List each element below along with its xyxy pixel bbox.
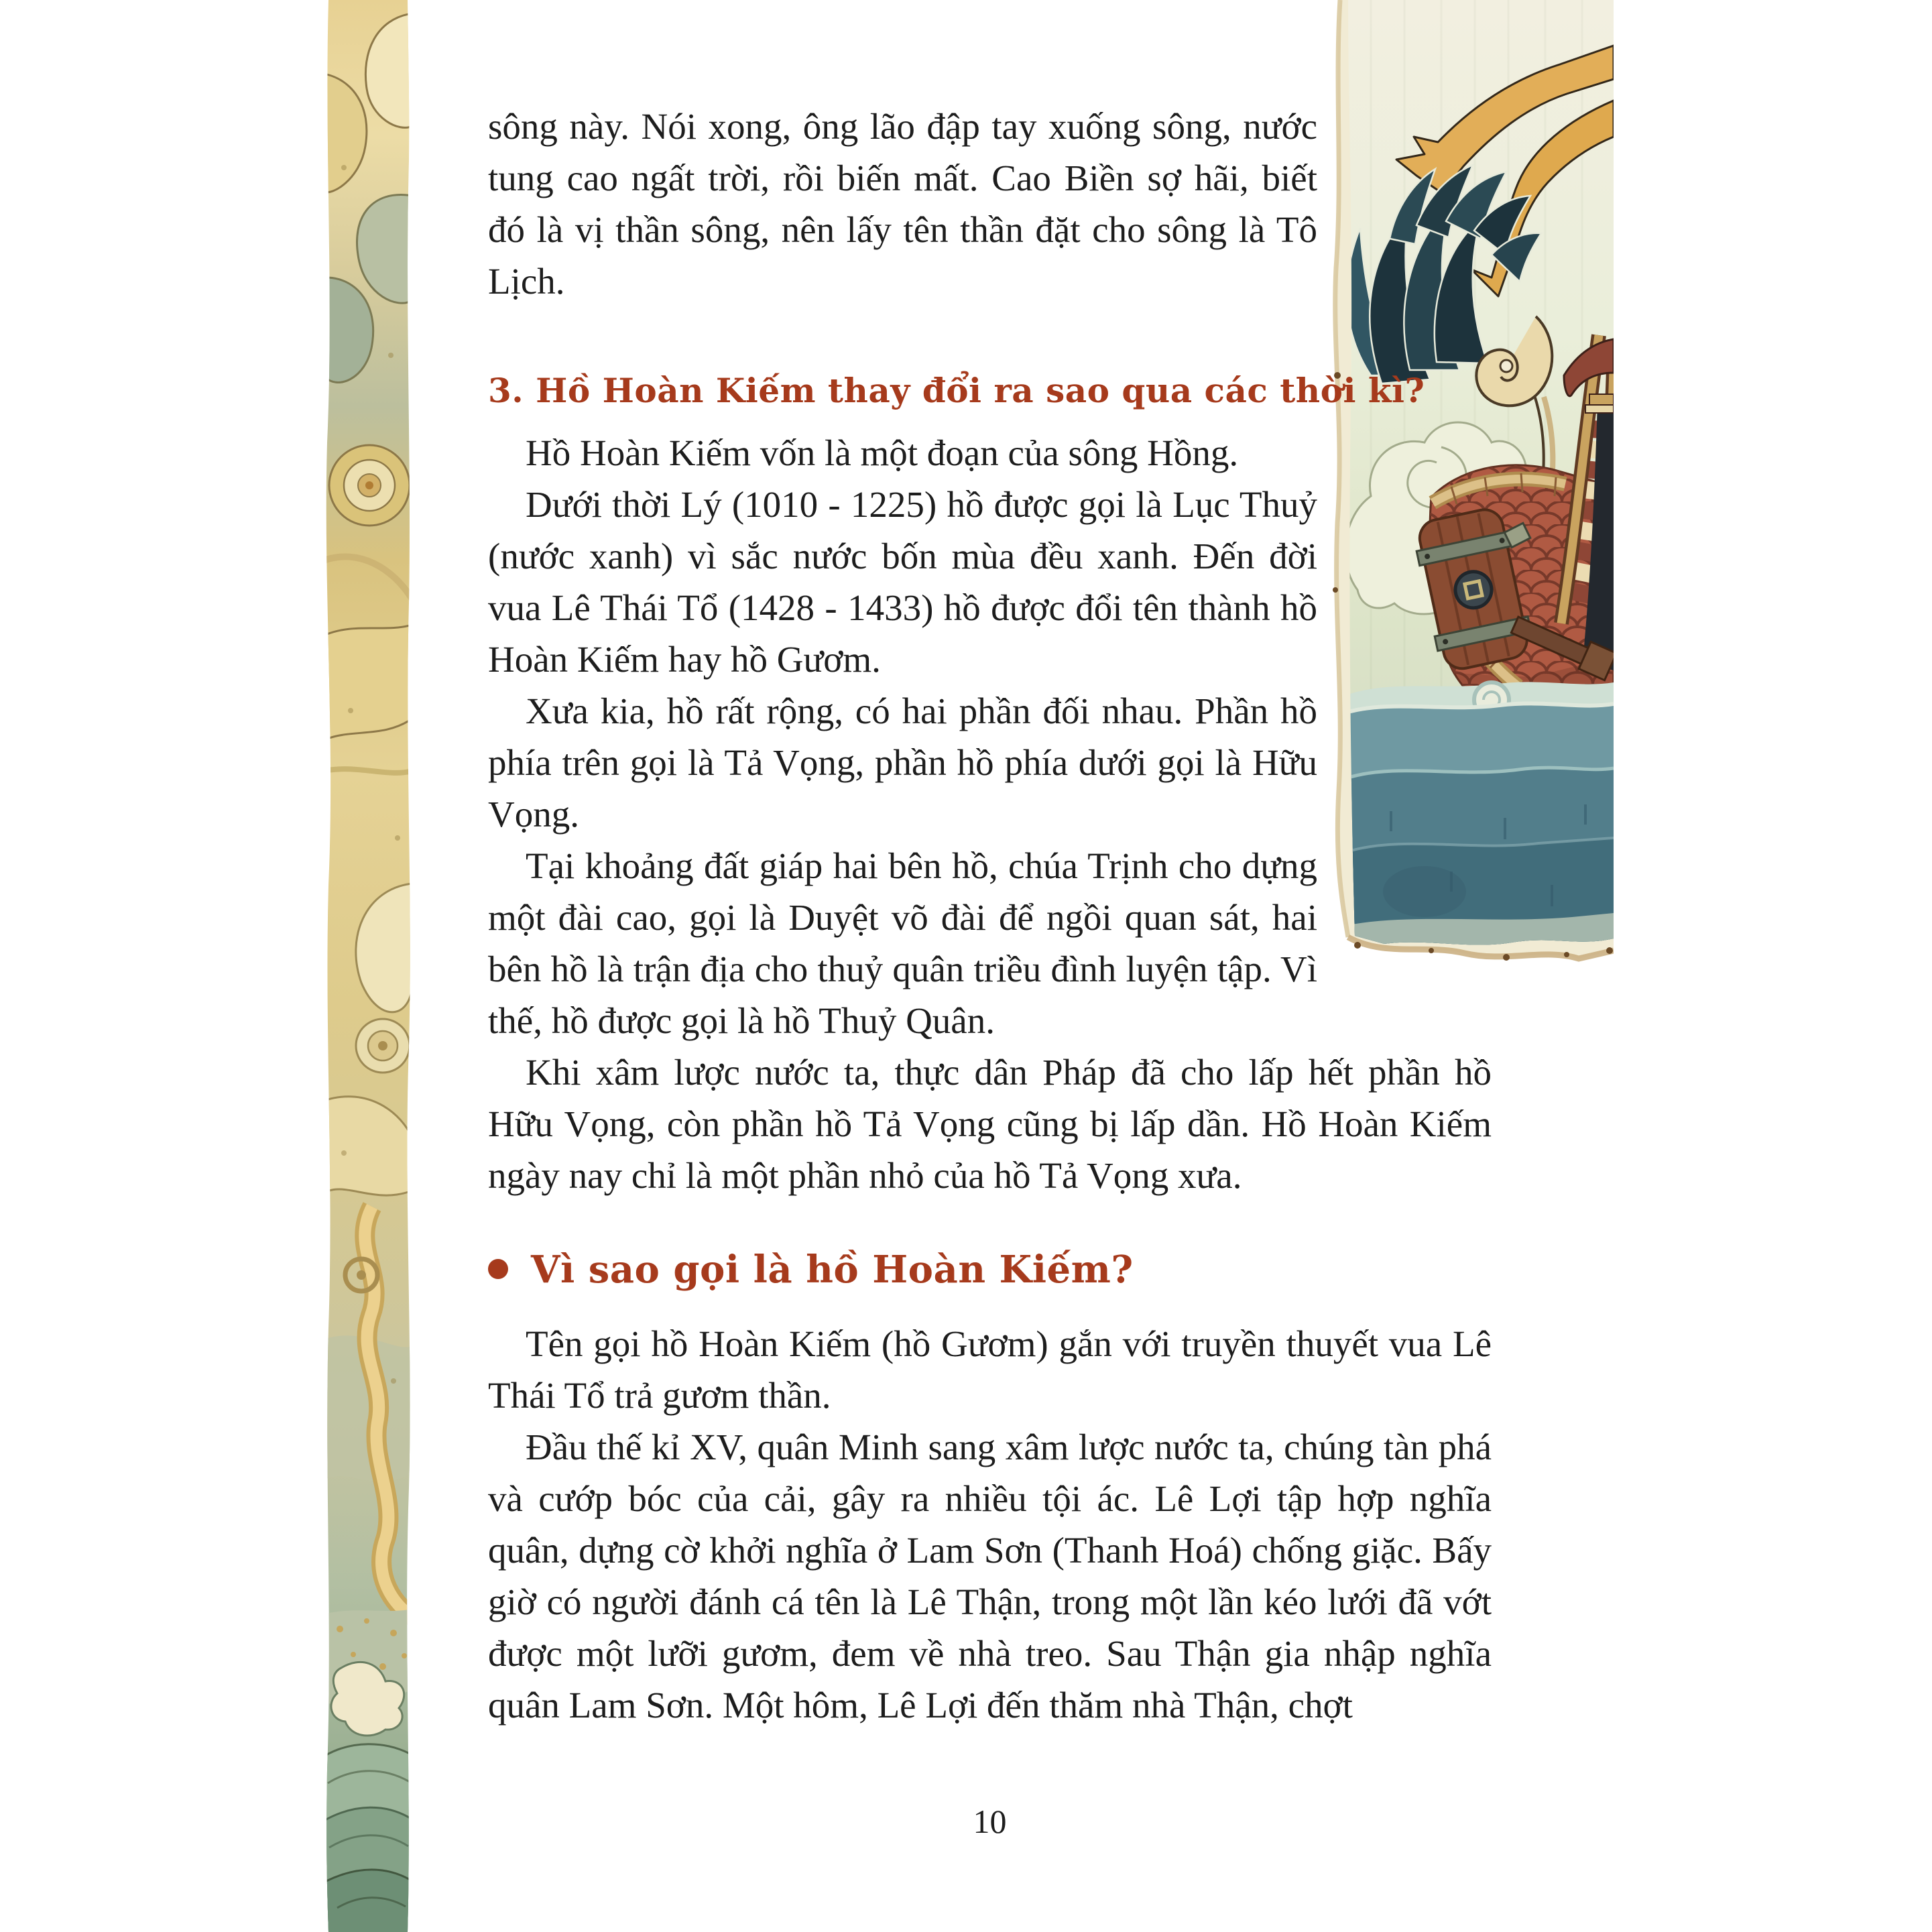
paragraph-duyet-vo-dai: Tại khoảng đất giáp hai bên hồ, chúa Trịnh cho dựng một đài cao, gọi là Duyệt võ đài để ngồi quan sát, hai bên hồ là trận địa cho thuỷ quân triều đình luyện tập. Vì thế, hồ được gọi là hồ Thuỷ Quân. [488, 845, 1317, 1041]
paragraph-le-loi-story: Đầu thế kỉ XV, quân Minh sang xâm lược nước ta, chúng tàn phá và cướp bóc của cải, gây ra nhiều tội ác. Lê Lợi tập hợp nghĩa quân, dựng cờ khởi nghĩa ở Lam Sơn (Thanh Hoá) chống giặc. Bấy giờ có người đánh cá tên là Lê Thận, trong một lần kéo lưới đã vớt được một lưỡi gươm, đem về nhà treo. Sau Thận gia nhập nghĩa quân Lam Sơn. Một hôm, Lê Lợi đến thăm nhà Thận, chợt [488, 1427, 1492, 1726]
paragraph-to-lich: sông này. Nói xong, ông lão đập tay xuống sông, nước tung cao ngất trời, rồi biến mất. Cao Biền sợ hãi, biết đó là vị thần sông, nên lấy tên thần đặt cho sông là Tô Lịch. [488, 106, 1317, 302]
page-number: 10 [973, 1803, 1007, 1840]
subsection-heading-why-named [488, 1243, 1492, 1296]
paragraph-ta-vong-huu-vong: Xưa kia, hồ rất rộng, có hai phần đối nhau. Phần hồ phía trên gọi là Tả Vọng, phần hồ phía dưới gọi là Hữu Vọng. [488, 690, 1317, 835]
section-heading-3-text: 3. Hồ Hoàn Kiếm thay đổi ra sao qua các thời kì? [488, 371, 1425, 410]
paragraph-ly-dynasty: Dưới thời Lý (1010 - 1225) hồ được gọi là Lục Thuỷ (nước xanh) vì sắc nước bốn mùa đều xanh. Đến đời vua Lê Thái Tổ (1428 - 1433) hồ được đổi tên thành hồ Hoàn Kiếm hay hồ Gươm. [488, 484, 1317, 680]
bullet-icon [488, 1259, 508, 1279]
page-content [488, 101, 1492, 1731]
left-watercolor-border [324, 0, 412, 1932]
paragraph-french-era: Khi xâm lược nước ta, thực dân Pháp đã cho lấp hết phần hồ Hữu Vọng, còn phần hồ Tả Vọng cũng bị lấp dần. Hồ Hoàn Kiếm ngày nay chỉ là một phần nhỏ của hồ Tả Vọng xưa. [488, 1052, 1492, 1196]
section-heading-3 [488, 364, 1492, 418]
border-artwork [324, 0, 412, 1932]
paragraph-legend-intro: Tên gọi hồ Hoàn Kiếm (hồ Gươm) gắn với truyền thuyết vua Lê Thái Tổ trả gươm thần. [488, 1323, 1492, 1416]
subsection-heading-text: Vì sao gọi là hồ Hoàn Kiếm? [531, 1248, 1134, 1292]
paragraph-origin: Hồ Hoàn Kiếm vốn là một đoạn của sông Hồng. [526, 432, 1239, 473]
